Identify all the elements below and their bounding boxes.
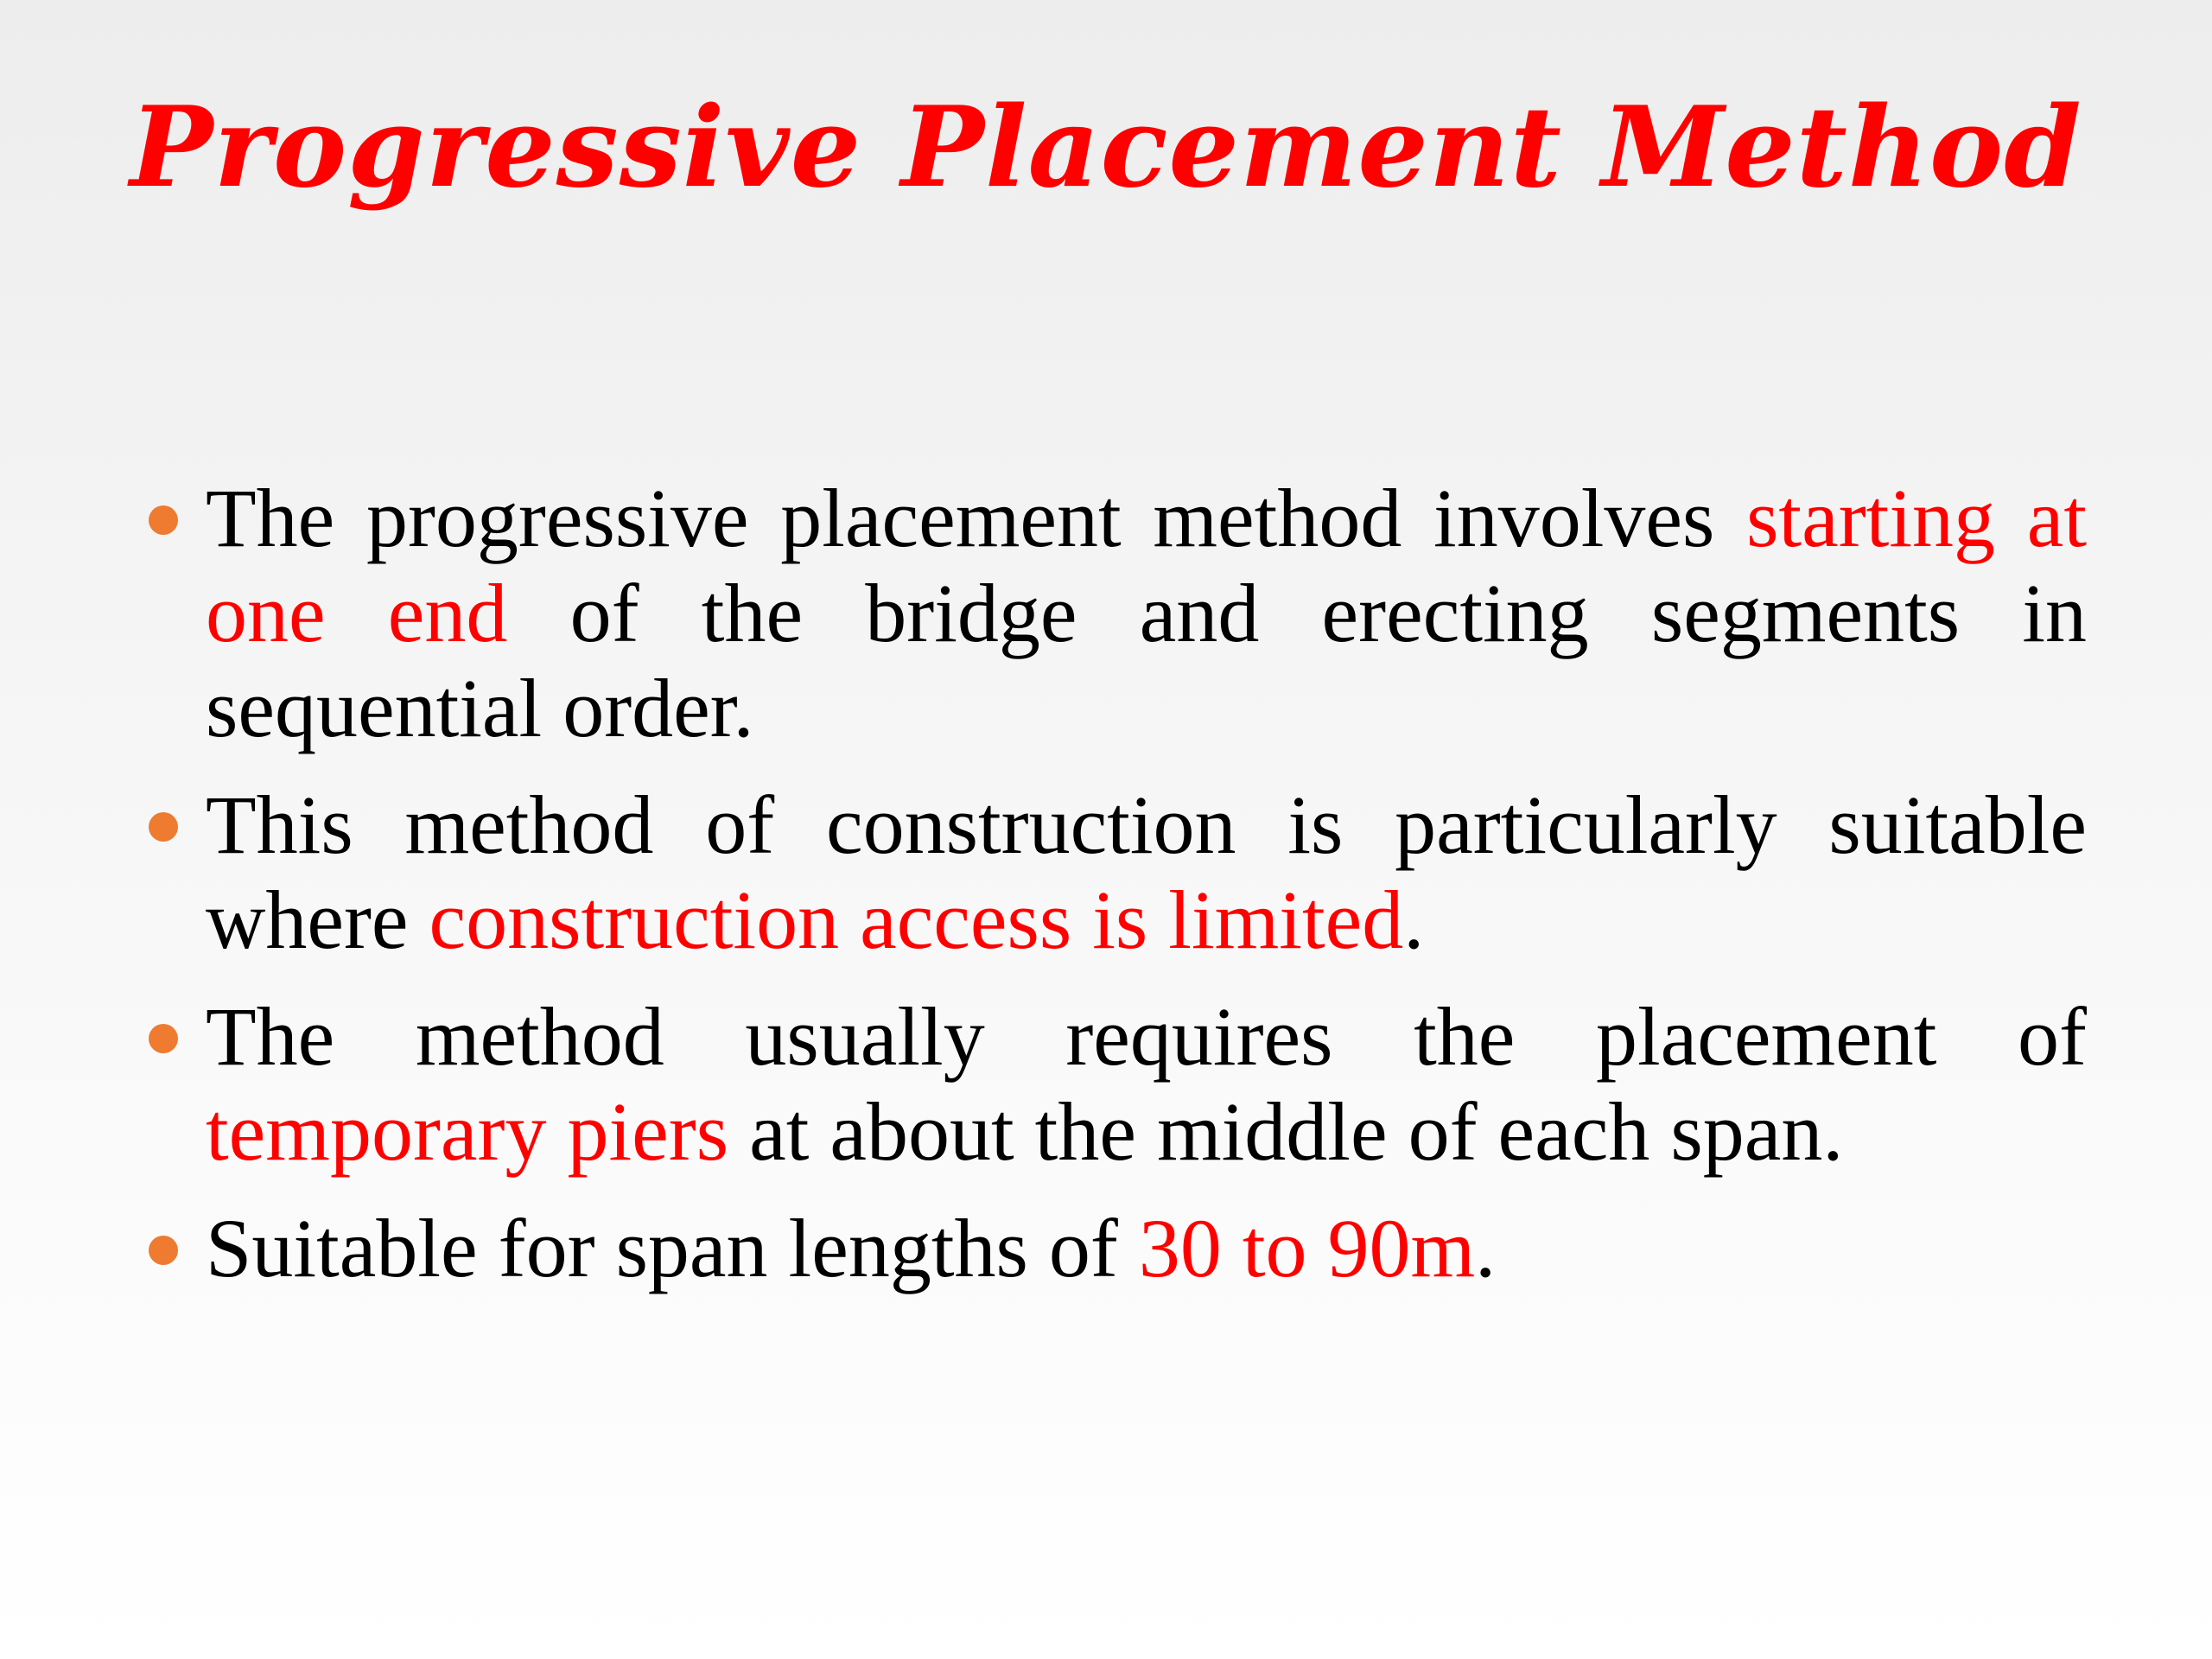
bullet-text-segment: of the bridge and erecting segments in sequential order.: [206, 567, 2088, 754]
bullet-text-segment: The method usually requires the placement of: [206, 990, 2087, 1083]
bullet-highlight-segment: 30 to 90m: [1138, 1202, 1476, 1294]
bullet-item: [138, 989, 2087, 1179]
bullet-text: [206, 472, 2087, 754]
bullet-item: [138, 778, 2087, 968]
bullet-dot-icon: [149, 505, 178, 535]
bullet-item: [138, 1201, 2087, 1296]
bullet-dot-icon: [149, 1236, 178, 1265]
bullet-list: [138, 471, 2087, 1318]
bullet-item: [138, 471, 2087, 756]
bullet-text-segment: at about the middle of each span.: [728, 1085, 1844, 1178]
bullet-text-segment: .: [1403, 874, 1425, 966]
bullet-text: [206, 990, 2087, 1178]
bullet-highlight-segment: temporary piers: [206, 1085, 729, 1178]
bullet-highlight-segment: construction access is limited: [429, 874, 1404, 966]
bullet-text-segment: .: [1475, 1202, 1497, 1294]
slide-title: Progressive Placement Method: [130, 83, 2082, 213]
bullet-text-segment: This method of construction is particularly suitable where: [206, 779, 2087, 966]
bullet-text: [206, 1202, 1496, 1294]
bullet-dot-icon: [149, 812, 178, 842]
bullet-text-segment: The progressive placement method involves: [206, 472, 1747, 564]
bullet-highlight-segment: starting at one end: [206, 472, 2088, 659]
bullet-dot-icon: [149, 1024, 178, 1053]
bullet-text-segment: Suitable for span lengths of: [206, 1202, 1139, 1294]
bullet-text: [206, 779, 2087, 966]
